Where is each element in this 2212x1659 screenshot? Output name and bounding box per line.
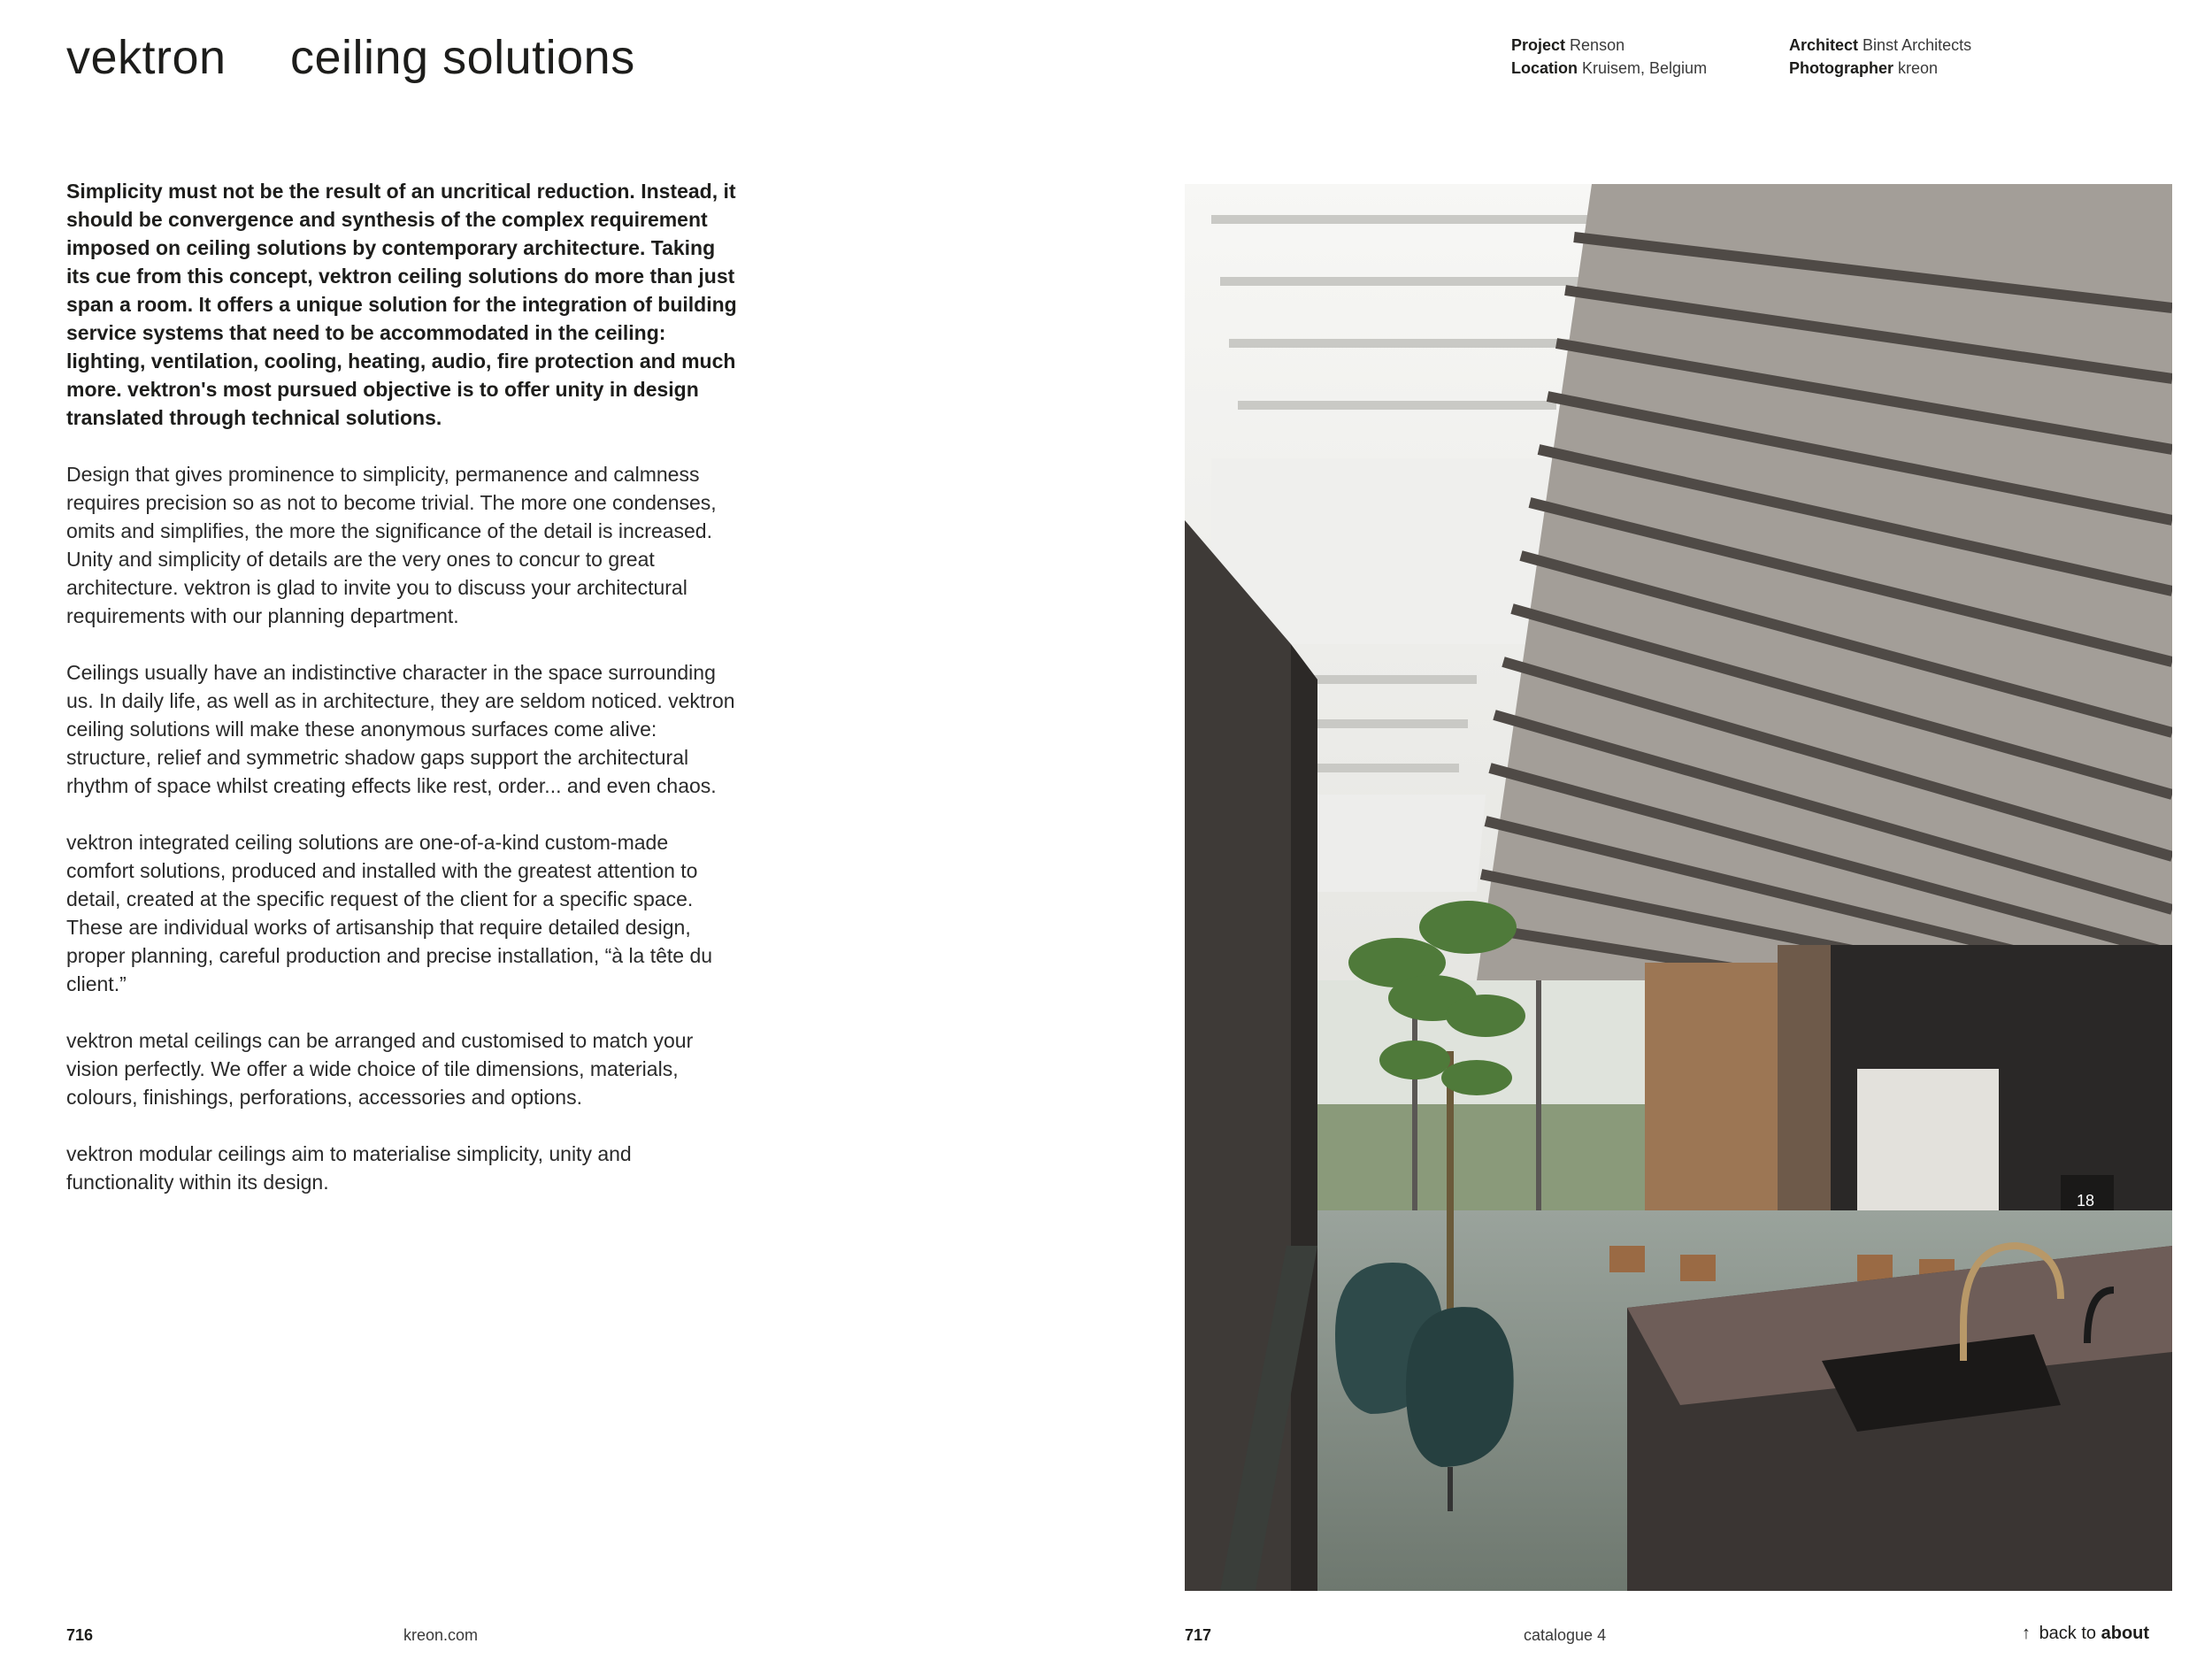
body-text-column xyxy=(66,177,739,1225)
project-value: Renson xyxy=(1570,36,1625,54)
room-sign-number: 18 xyxy=(2077,1192,2095,1210)
location-value: Kruisem, Belgium xyxy=(1582,59,1708,77)
back-target: about xyxy=(2101,1624,2150,1643)
back-to-about-link[interactable] xyxy=(2022,1624,2149,1644)
project-meta-right xyxy=(1789,34,1971,80)
photographer-label: Photographer xyxy=(1789,59,1894,77)
interior-photo-illustration xyxy=(1185,184,2172,1591)
body-paragraph-2: Ceilings usually have an indistinctive character in the space surrounding us. In daily life, as well as in architecture, they are seldom noticed. vektron ceiling solutions will make these anonymous surfaces come alive: structure, relief and symmetric shadow gaps support the architectural rhythm of space whilst creating effects like rest, order... and even chaos. xyxy=(66,661,735,797)
section-title: ceiling solutions xyxy=(290,31,635,84)
lead-paragraph: Simplicity must not be the result of an uncritical reduction. Instead, it should be convergence and synthesis of the complex requirement imposed on ceiling solutions by contemporary architecture. Taking its cue from this concept, vektron ceiling solutions do more than just span a room. It offers a unique solution for the integration of building service systems that need to be accommodated in the ceiling: lighting, ventilation, cooling, heating, audio, fire protection and much more. vektron's most pursued objective is to offer unity in design translated through technical solutions. xyxy=(66,180,737,429)
body-paragraph-4: vektron metal ceilings can be arranged and customised to match your vision perfectly. We offer a wide choice of tile dimensions, materials, colours, finishings, perforations, accessories and options. xyxy=(66,1029,694,1109)
interior-photo xyxy=(1185,184,2172,1591)
project-line xyxy=(1511,34,1707,57)
site-link[interactable]: kreon.com xyxy=(403,1626,479,1644)
architect-line xyxy=(1789,34,1971,57)
location-line xyxy=(1511,57,1707,80)
project-meta-left xyxy=(1511,34,1707,80)
body-paragraph-3: vektron integrated ceiling solutions are one-of-a-kind custom-made comfort solutions, produced and installed with the greatest attention to detail, created at the specific request of the client for a specific space. These are individual works of artisanship that require detailed design, proper planning, careful production and precise installation, “à la tête du client.” xyxy=(66,831,713,995)
architect-value: Binst Architects xyxy=(1863,36,1972,54)
back-prefix: back to xyxy=(2039,1624,2097,1643)
photographer-line xyxy=(1789,57,1971,80)
architect-label: Architect xyxy=(1789,36,1859,54)
body-paragraph-5: vektron modular ceilings aim to materialise simplicity, unity and functionality within its design. xyxy=(66,1142,632,1194)
page-number-left: 716 xyxy=(66,1626,94,1644)
arrow-up-icon: ↑ xyxy=(2022,1624,2031,1643)
brand-title: vektron xyxy=(66,31,227,84)
project-label: Project xyxy=(1511,36,1566,54)
photographer-value: kreon xyxy=(1898,59,1939,77)
location-label: Location xyxy=(1511,59,1578,77)
catalogue-label: catalogue 4 xyxy=(1524,1626,1607,1644)
page-number-right: 717 xyxy=(1185,1626,1212,1644)
body-paragraph-1: Design that gives prominence to simplicity, permanence and calmness requires precision so as not to become trivial. The more one condenses, omits and simplifies, the more the significance of the detail is increased. Unity and simplicity of details are the very ones to concur to great architecture. vektron is glad to invite you to discuss your architectural requirements with our planning department. xyxy=(66,463,717,627)
